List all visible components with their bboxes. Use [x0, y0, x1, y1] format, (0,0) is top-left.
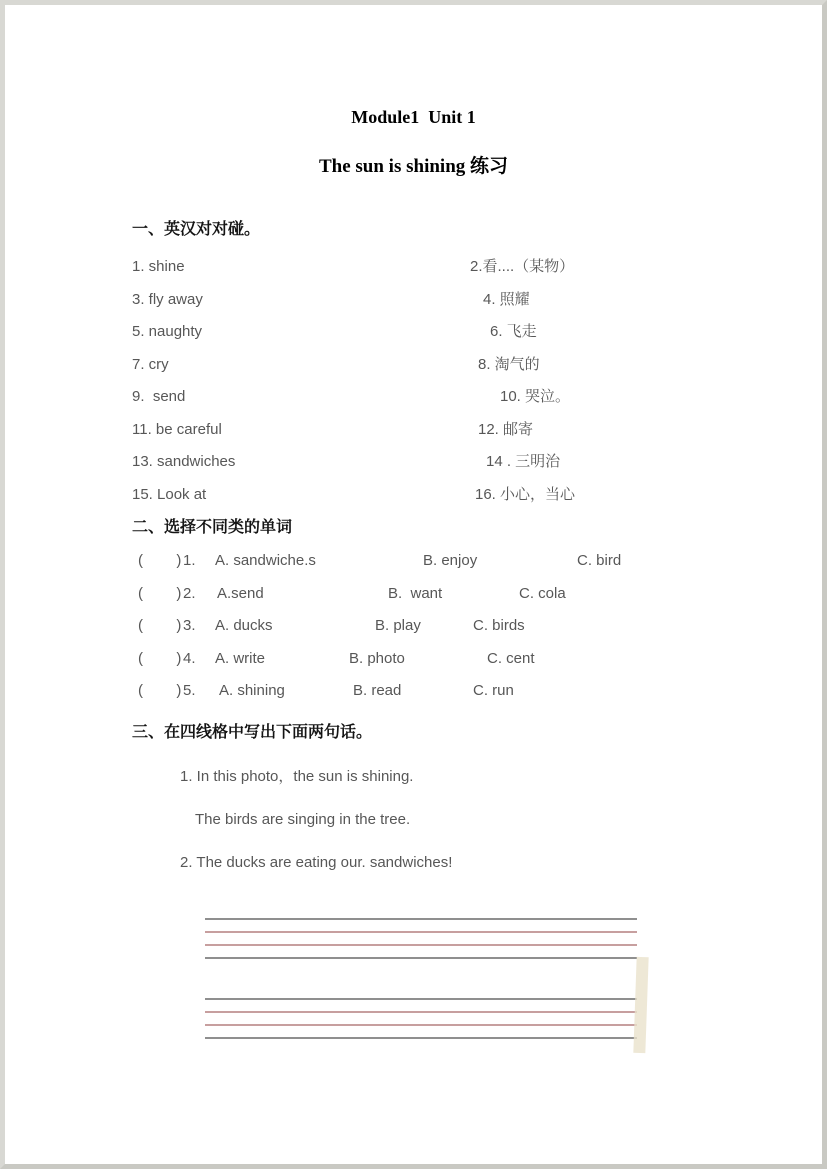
option-b: B. photo: [349, 649, 405, 667]
option-a: A. sandwiche.s: [215, 552, 316, 569]
grid-line-mid-upper: [205, 1011, 637, 1013]
option-c: C. cola: [519, 584, 566, 602]
grid-line-mid-upper: [205, 931, 637, 933]
matching-row: [5, 485, 822, 518]
matching-right: 14 . 三明治: [486, 453, 561, 470]
choice-row: [5, 681, 822, 714]
matching-right: 8. 淘气的: [478, 355, 540, 373]
matching-row: [5, 290, 822, 323]
matching-right: 10. 哭泣。: [500, 388, 571, 405]
matching-row: [5, 387, 822, 420]
grid-line-mid-lower: [205, 1024, 637, 1026]
matching-row: [5, 257, 822, 290]
section2-heading: 二、选择不同类的单词: [132, 519, 293, 536]
option-c: C. birds: [473, 617, 525, 634]
question-number: 2.: [183, 584, 196, 602]
option-b: B. enjoy: [423, 552, 478, 569]
matching-left: 3. fly away: [132, 290, 203, 308]
option-b: B. play: [375, 617, 421, 634]
page-title: Module1 Unit 1: [351, 107, 476, 127]
choice-row: [5, 551, 822, 584]
writing-grid-2: [205, 998, 637, 1039]
scan-artifact: [633, 957, 648, 1053]
matching-left: 5. naughty: [132, 323, 203, 340]
matching-row: [5, 420, 822, 453]
option-a: A. shining: [219, 682, 285, 699]
question-number: 1.: [183, 552, 196, 569]
answer-blank: ( ): [138, 682, 182, 699]
matching-left: 11. be careful: [132, 420, 222, 438]
answer-blank: ( ): [138, 552, 182, 569]
grid-line-top: [205, 998, 637, 1000]
option-a: A. ducks: [215, 617, 273, 634]
option-b: B. want: [388, 584, 443, 602]
writing-grid-1: [205, 918, 637, 959]
page-subtitle: The sun is shining 练习: [318, 156, 509, 177]
matching-left: 1. shine: [132, 258, 185, 275]
copy-sentences: [5, 767, 822, 873]
question-number: 5.: [183, 682, 196, 699]
matching-left: 13. sandwiches: [132, 453, 236, 470]
option-c: C. bird: [577, 552, 622, 569]
option-c: C. cent: [487, 649, 535, 667]
matching-list: [5, 257, 822, 517]
answer-blank: ( ): [138, 617, 182, 634]
matching-right: 4. 照耀: [483, 290, 530, 308]
matching-right: 16. 小心，当心: [475, 485, 576, 503]
matching-right: 12. 邮寄: [478, 420, 534, 438]
option-c: C. run: [473, 682, 514, 699]
sentence-line: 1. In this photo，the sun is shining.: [180, 768, 414, 785]
choice-row: [5, 649, 822, 682]
grid-line-top: [205, 918, 637, 920]
section3-heading: 三、在四线格中写出下面两句话。: [132, 724, 373, 741]
matching-right: 2.看....（某物）: [470, 258, 575, 275]
grid-line-bottom: [205, 1037, 637, 1039]
option-b: B. read: [353, 682, 402, 699]
answer-blank: ( ): [138, 584, 182, 602]
matching-left: 7. cry: [132, 355, 169, 373]
grid-line-bottom: [205, 957, 637, 959]
choice-list: [5, 551, 822, 714]
matching-row: [5, 452, 822, 485]
matching-row: [5, 355, 822, 388]
option-a: A. write: [215, 649, 266, 667]
grid-line-mid-lower: [205, 944, 637, 946]
choice-row: [5, 616, 822, 649]
sentence-line: 2. The ducks are eating our. sandwiches!: [180, 854, 453, 871]
choice-row: [5, 584, 822, 617]
answer-blank: ( ): [138, 649, 182, 667]
section1-heading: 一、英汉对对碰。: [132, 221, 261, 238]
question-number: 3.: [183, 617, 196, 634]
matching-left: 15. Look at: [132, 485, 207, 503]
option-a: A.send: [217, 584, 264, 602]
question-number: 4.: [183, 649, 196, 667]
sentence-line: The birds are singing in the tree.: [195, 811, 411, 828]
matching-left: 9. send: [132, 388, 186, 405]
matching-row: [5, 322, 822, 355]
matching-right: 6. 飞走: [490, 323, 537, 340]
